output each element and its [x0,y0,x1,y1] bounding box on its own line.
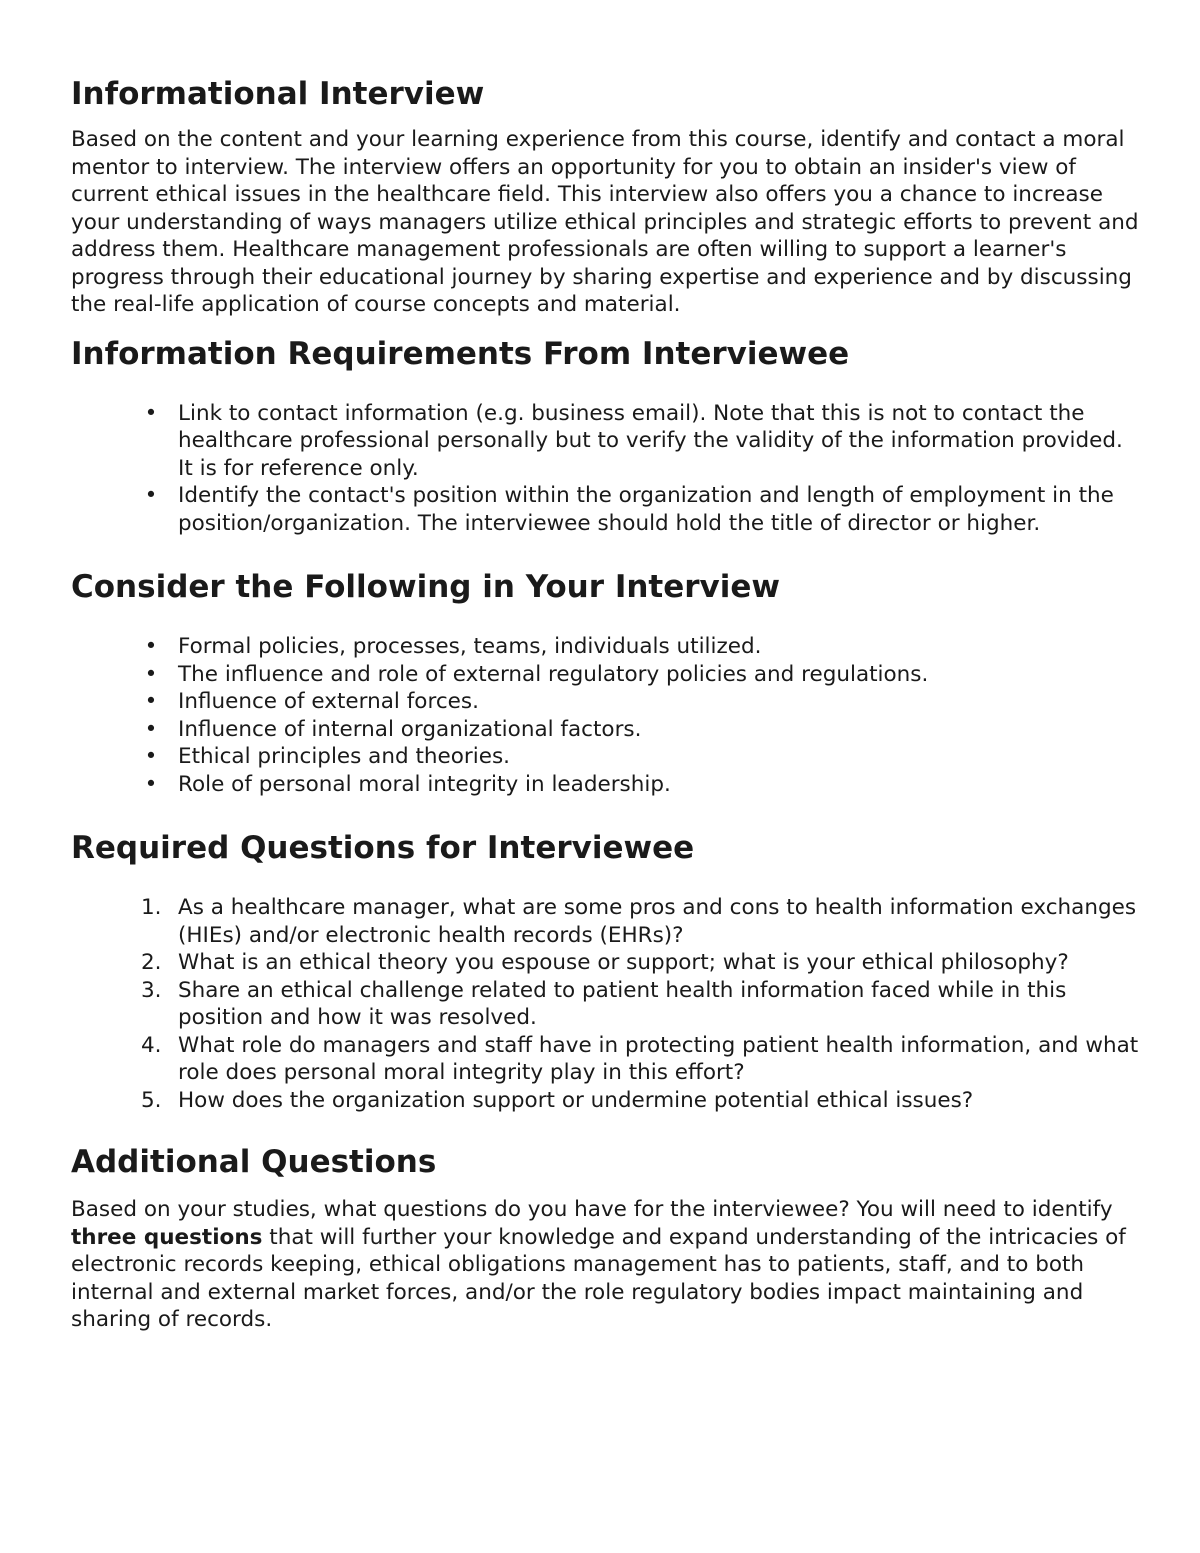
heading-additional-questions: Additional Questions [71,1144,437,1180]
heading-required-questions: Required Questions for Interviewee [71,830,695,866]
list-item [71,661,1141,689]
list-number: 3. [141,977,162,1003]
bullet-icon: • [144,400,158,426]
list-item [71,633,1141,661]
additional-text-before: Based on your studies, what questions do you have for the interviewee? You will need to identify [71,1197,1113,1222]
list-item-text: Share an ethical challenge related to patient health information faced while in this position and how it was resolved. [178,977,1067,1030]
interview-intro-paragraph: Based on the content and your learning experience from this course, identify and contact a moral mentor to interview. The interview offers an opportunity for you to obtain an insider's view of current ethical issues in the healthcare field. This interview also offers you a chance to increase your understanding of ways managers utilize ethical principles and strategic efforts to prevent and address them. Healthcare management professionals are often willing to support a learner's progress through their educational journey by sharing expertise and experience and by discussing the real-life application of course concepts and material. [71,127,1139,317]
list-item-text: What role do managers and staff have in protecting patient health information, and what role does personal moral integrity play in this effort? [178,1032,1139,1085]
bullet-icon: • [144,716,158,742]
list-item-text: What is an ethical theory you espouse or support; what is your ethical philosophy? [178,950,1069,975]
list-item-text: Link to contact information (e.g. business email). Note that this is not to contact the healthcare professional personally but to verify the validity of the information provided. It is for reference only. [178,400,1123,481]
list-item [71,771,1141,799]
list-item [71,716,1141,744]
consider-list [71,633,1140,798]
list-number: 2. [141,950,162,975]
list-item-text: Role of personal moral integrity in leadership. [178,771,671,797]
bullet-icon: • [144,634,158,659]
bullet-icon: • [144,771,158,797]
list-item-text: Identify the contact's position within the organization and length of employment in the position/organization. The interviewee should hold the title of director or higher. [178,483,1114,536]
list-item [71,894,1141,949]
bullet-icon: • [144,483,158,508]
list-number: 1. [141,895,162,920]
list-item [71,1087,1141,1115]
list-item [71,482,1141,537]
list-item-text: Influence of external forces. [178,689,479,714]
list-item-text: As a healthcare manager, what are some pros and cons to health information exchanges (HIEs) and/or electronic health records (EHRs)? [178,895,1137,948]
heading-informational-interview: Informational Interview [71,76,485,112]
list-item-text: Formal policies, processes, teams, individuals utilized. [178,634,762,659]
list-number: 4. [141,1032,162,1058]
required-questions-list [71,894,1140,1114]
list-item [71,949,1141,977]
list-item [71,977,1141,1032]
list-item [71,400,1141,483]
additional-questions-paragraph [71,1196,1141,1334]
bullet-icon: • [144,689,158,714]
list-item [71,688,1141,716]
list-item [71,743,1141,771]
additional-text-bold: three questions [71,1224,263,1250]
additional-text-after: that will further your knowledge and expand understanding of the intricacies of electronic records keeping, ethical obligations management has to patients, staff, and to both internal and external market forces, and/or the role regulatory bodies impact maintaining and sharing of records. [71,1224,1126,1332]
heading-information-requirements: Information Requirements From Interviewee [71,335,850,372]
requirements-list [71,400,1140,538]
list-number: 5. [141,1087,162,1113]
list-item-text: How does the organization support or undermine potential ethical issues? [178,1087,974,1113]
list-item-text: The influence and role of external regulatory policies and regulations. [178,661,929,687]
bullet-icon: • [144,744,158,769]
heading-consider-following: Consider the Following in Your Interview [71,569,781,605]
list-item-text: Ethical principles and theories. [178,744,510,769]
list-item-text: Influence of internal organizational factors. [178,716,642,742]
bullet-icon: • [144,661,158,687]
list-item [71,1032,1141,1087]
